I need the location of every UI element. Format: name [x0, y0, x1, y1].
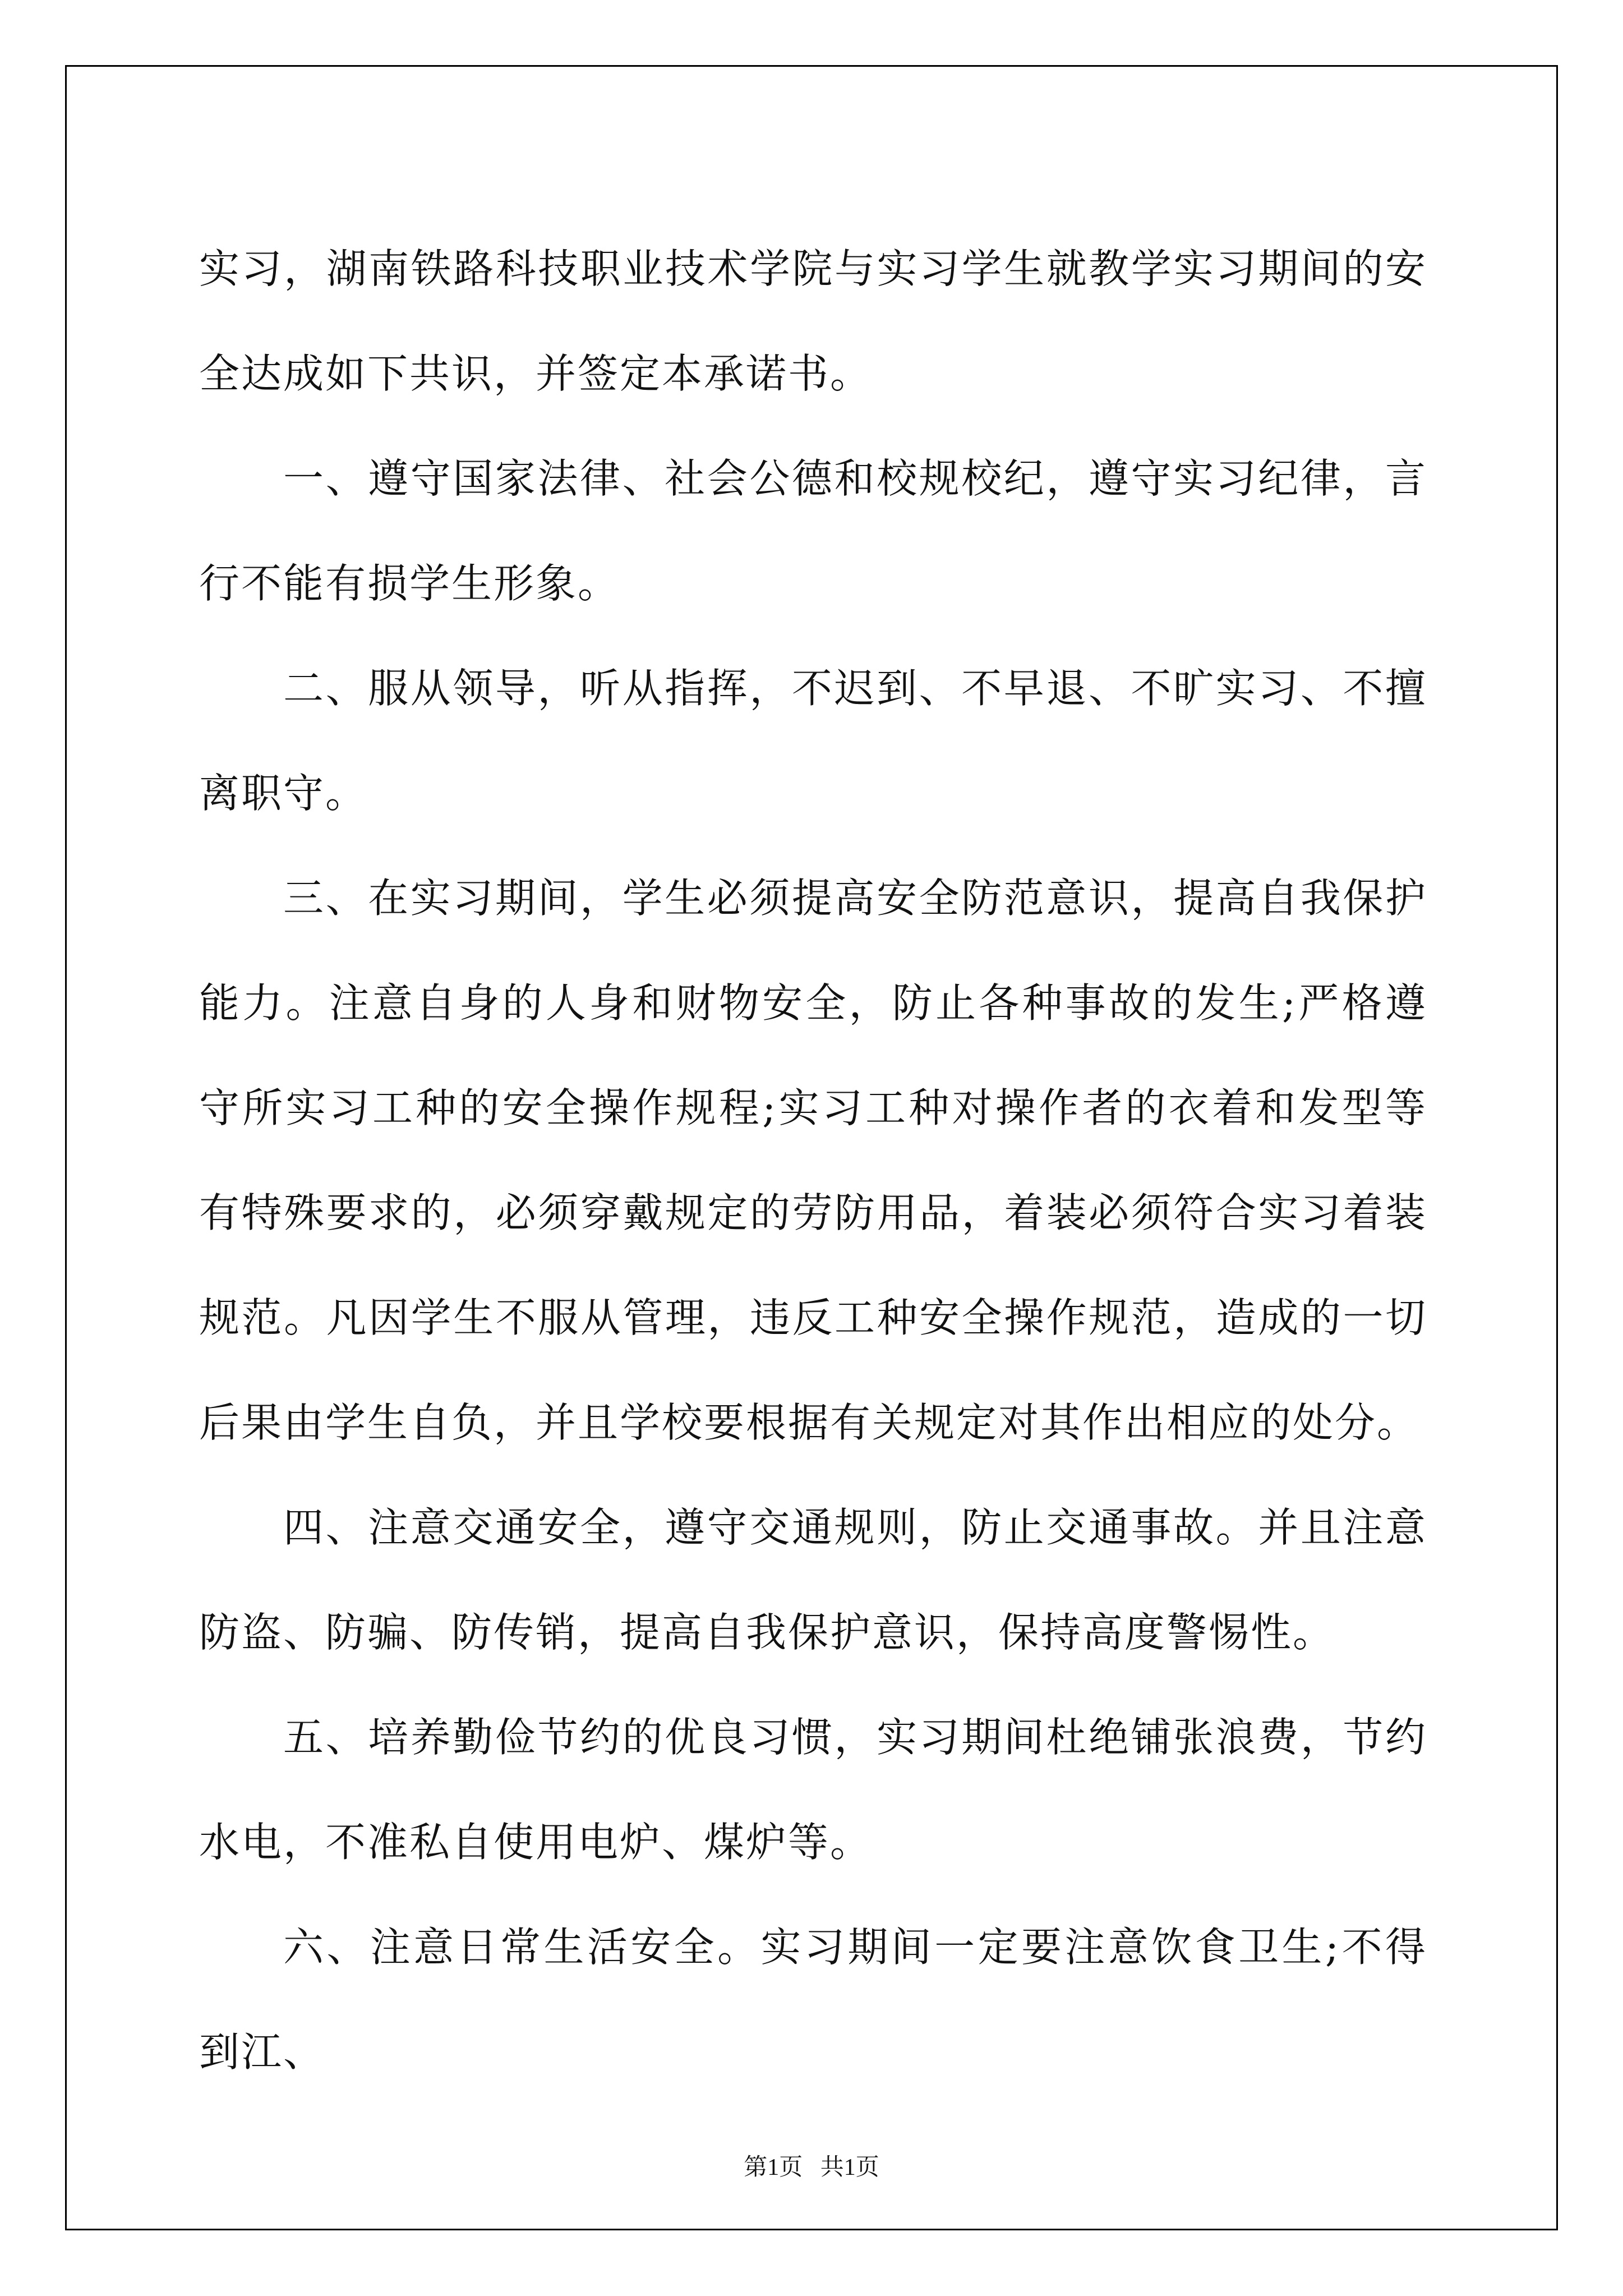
paragraph-clause-4: 四、注意交通安全，遵守交通规则，防止交通事故。并且注意防盗、防骗、防传销，提高自我保护意识，保持高度警惕性。	[199, 1504, 1427, 1656]
paragraph-clause-1: 一、遵守国家法律、社会公德和校规校纪，遵守实习纪律，言行不能有损学生形象。	[199, 455, 1427, 607]
paragraph-clause-5: 五、培养勤俭节约的优良习惯，实习期间杜绝铺张浪费，节约水电，不准私自使用电炉、煤炉等。	[199, 1714, 1427, 1866]
page-footer	[0, 2148, 1623, 2182]
page-total: 共1页	[820, 2155, 879, 2180]
paragraph-clause-3: 三、在实习期间，学生必须提高安全防范意识，提高自我保护能力。注意自身的人身和财物安全，防止各种事故的发生;严格遵守所实习工种的安全操作规程;实习工种对操作者的衣着和发型等有特殊要求的，必须穿戴规定的劳防用品，着装必须符合实习着装规范。凡因学生不服从管理，违反工种安全操作规范，造成的一切后果由学生自负，并且学校要根据有关规定对其作出相应的处分。	[199, 875, 1427, 1446]
paragraph-intro-continuation: 实习，湖南铁路科技职业技术学院与实习学生就教学实习期间的安全达成如下共识，并签定本承诺书。	[199, 245, 1427, 397]
paragraph-clause-2: 二、服从领导，听从指挥，不迟到、不早退、不旷实习、不擅离职守。	[199, 665, 1427, 817]
document-body	[199, 217, 1427, 2105]
page-number: 第1页	[744, 2155, 803, 2180]
paragraph-clause-6: 六、注意日常生活安全。实习期间一定要注意饮食卫生;不得到江、	[199, 1924, 1427, 2076]
